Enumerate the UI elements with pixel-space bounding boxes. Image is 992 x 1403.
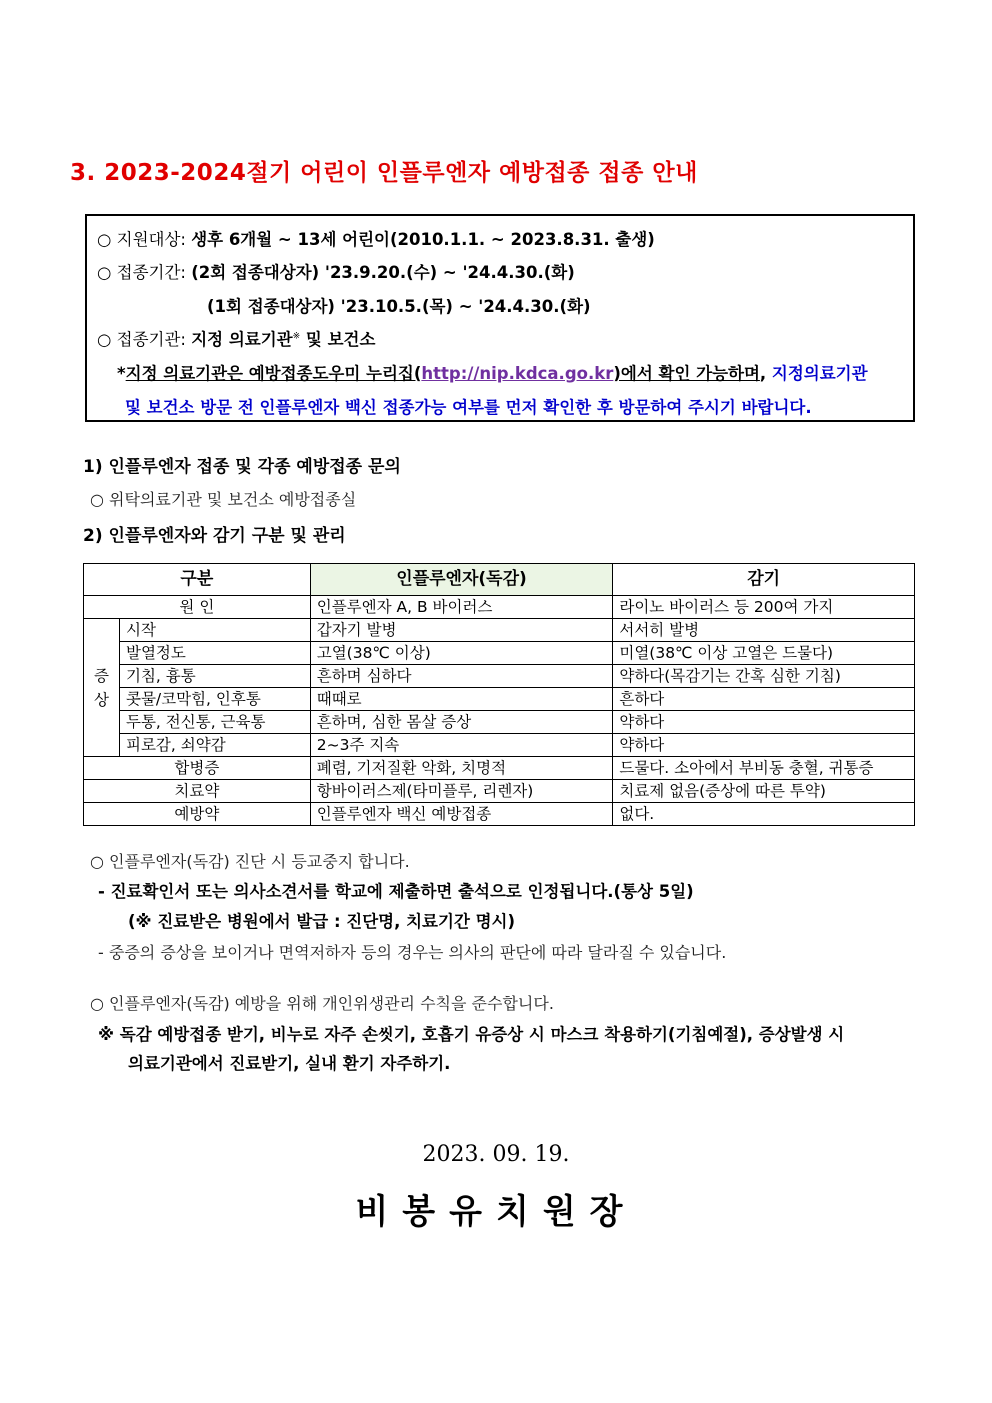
treatment-flu: 항바이러스제(타미플루, 리렌자): [310, 780, 613, 803]
section-1-heading: 1) 인플루엔자 접종 및 각종 예방접종 문의: [83, 457, 401, 477]
symptom-flu: 흔하며 심하다: [310, 665, 613, 688]
symptom-group-label: [84, 619, 120, 757]
table-row-symptom: [84, 688, 915, 711]
section-2-heading: 2) 인플루엔자와 감기 구분 및 관리: [83, 526, 346, 546]
symptom-cold: 흔하다: [613, 688, 915, 711]
page-title: 3. 2023-2024절기 어린이 인플루엔자 예방접종 접종 안내: [70, 160, 698, 186]
target-line: [97, 226, 655, 250]
symptom-label: 시작: [119, 619, 310, 642]
header-category: 구분: [84, 564, 311, 596]
prevention-cold: 없다.: [613, 803, 915, 826]
symptom-flu: 때때로: [310, 688, 613, 711]
hygiene-detail-1: ※ 독감 예방접종 받기, 비누로 자주 손씻기, 호흡기 유증상 시 마스크 착용하기(기침예절), 증상발생 시: [98, 1025, 845, 1044]
symptom-flu: 고열(38℃ 이상): [310, 642, 613, 665]
cause-flu: 인플루엔자 A, B 바이러스: [310, 596, 613, 619]
target-value: 생후 6개월 ~ 13세 어린이(2010.1.1. ~ 2023.8.31. 출생): [191, 230, 655, 249]
table-row-symptom: [84, 734, 915, 757]
complication-label: 합병증: [84, 757, 311, 780]
complication-cold: 드물다. 소아에서 부비동 충혈, 귀통증: [613, 757, 915, 780]
complication-flu: 폐렴, 기저질환 악화, 치명적: [310, 757, 613, 780]
signature: 비봉유치원장: [355, 1192, 637, 1232]
symptom-label: 콧물/코막힘, 인후통: [119, 688, 310, 711]
absence-note: ○ 인플루엔자(독감) 진단 시 등교중지 합니다.: [90, 852, 410, 871]
treatment-cold: 치료제 없음(증상에 따른 투약): [613, 780, 915, 803]
document-date: 2023. 09. 19.: [422, 1142, 570, 1167]
cause-label: 원 인: [84, 596, 311, 619]
table-row-prevention: [84, 803, 915, 826]
table-row-complication: [84, 757, 915, 780]
section-1-item: ○ 위탁의료기관 및 보건소 예방접종실: [90, 490, 357, 509]
symptom-cold: 약하다: [613, 734, 915, 757]
table-row-symptom: [84, 642, 915, 665]
treatment-label: 치료약: [84, 780, 311, 803]
period-line-1: [97, 259, 575, 283]
table-header-row: [84, 564, 915, 596]
flu-cold-comparison-table: [83, 563, 915, 826]
org-label: ○ 접종기관:: [97, 330, 192, 349]
hygiene-note: ○ 인플루엔자(독감) 예방을 위해 개인위생관리 수칙을 준수합니다.: [90, 994, 554, 1013]
symptom-cold: 약하다: [613, 711, 915, 734]
symptom-label: 두통, 전신통, 근육통: [119, 711, 310, 734]
symptom-cold: 미열(38℃ 이상 고열은 드물다): [613, 642, 915, 665]
severe-note: - 중증의 증상을 보이거나 면역저하자 등의 경우는 의사의 판단에 따라 달라질 수 있습니다.: [98, 943, 727, 962]
org-value-2: 및 보건소: [300, 330, 376, 349]
attendance-note: - 진료확인서 또는 의사소견서를 학교에 제출하면 출석으로 인정됩니다.(통상 5일): [98, 882, 694, 901]
prevention-label: 예방약: [84, 803, 311, 826]
table-row-treatment: [84, 780, 915, 803]
period-label: ○ 접종기간:: [97, 263, 192, 282]
org-line: [97, 326, 375, 350]
nip-link[interactable]: http://nip.kdca.go.kr: [421, 364, 614, 383]
header-cold: 감기: [613, 564, 915, 596]
cause-cold: 라이노 바이러스 등 200여 가지: [613, 596, 915, 619]
vaccination-info-box: [85, 214, 915, 422]
hygiene-detail-2: 의료기관에서 진료받기, 실내 환기 자주하기.: [128, 1054, 451, 1073]
symptom-label: 발열정도: [119, 642, 310, 665]
org-value: 지정 의료기관: [191, 330, 293, 349]
symptom-flu: 흔하며, 심한 몸살 증상: [310, 711, 613, 734]
symptom-label-text: 증 상: [93, 666, 109, 709]
visit-note: 및 보건소 방문 전 인플루엔자 백신 접종가능 여부를 먼저 확인한 후 방문하여 주시기 바랍니다.: [125, 398, 812, 417]
target-label: ○ 지원대상:: [97, 230, 192, 249]
period-line-2: [207, 293, 591, 317]
org-footnote-mark: ※: [292, 331, 301, 342]
table-row-symptom: [84, 711, 915, 734]
symptom-cold: 약하다(목감기는 간혹 심한 기침): [613, 665, 915, 688]
note-text-1: 지정 의료기관은 예방접종도우미 누리집(: [125, 364, 422, 383]
header-flu: 인플루엔자(독감): [310, 564, 613, 596]
symptom-label: 기침, 흉통: [119, 665, 310, 688]
table-row-symptom: [84, 619, 915, 642]
symptom-label: 피로감, 쇠약감: [119, 734, 310, 757]
symptom-flu: 2~3주 지속: [310, 734, 613, 757]
symptom-cold: 서서히 발병: [613, 619, 915, 642]
period-value-2: (1회 접종대상자) '23.10.5.(목) ~ '24.4.30.(화): [207, 297, 591, 316]
note-comma: ,: [759, 364, 772, 383]
designated-note: [117, 360, 868, 384]
symptom-flu: 갑자기 발병: [310, 619, 613, 642]
period-value-1: (2회 접종대상자) '23.9.20.(수) ~ '24.4.30.(화): [191, 263, 575, 282]
prevention-flu: 인플루엔자 백신 예방접종: [310, 803, 613, 826]
note-blue-1: 지정의료기관: [771, 364, 868, 383]
table-row-symptom: [84, 665, 915, 688]
table-row-cause: [84, 596, 915, 619]
note-star: *: [117, 364, 126, 383]
attendance-sub-note: (※ 진료받은 병원에서 발급 : 진단명, 치료기간 명시): [128, 912, 516, 931]
note-text-2: )에서 확인 가능하며: [613, 364, 760, 383]
